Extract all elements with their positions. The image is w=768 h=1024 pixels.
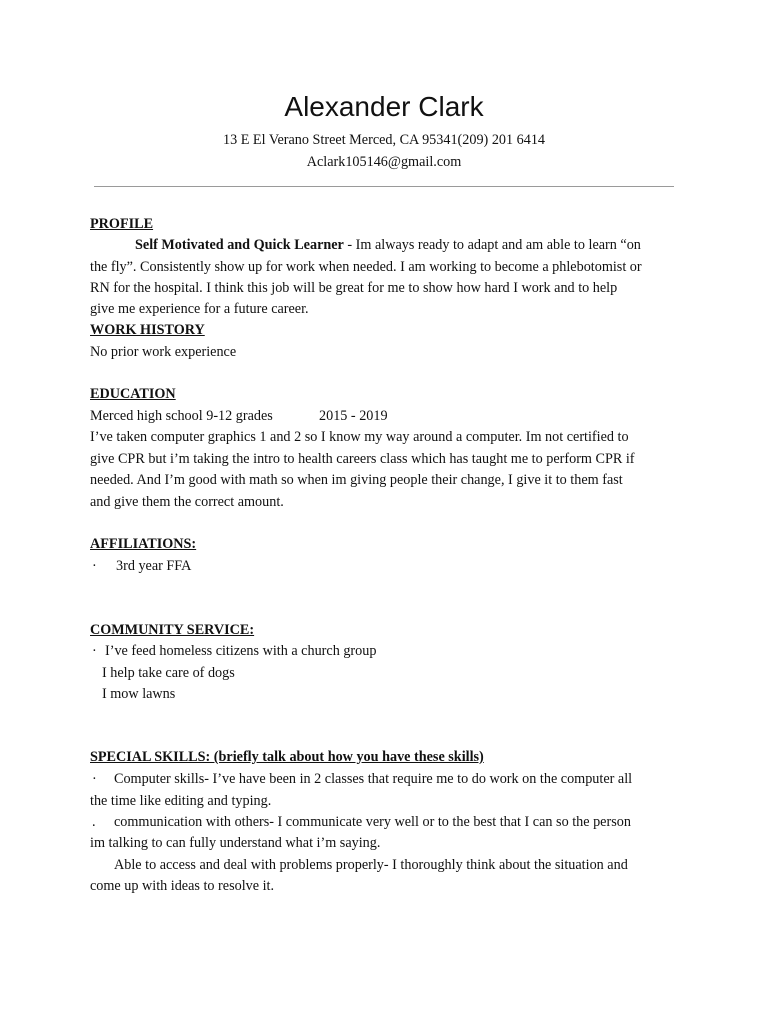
work-history-heading: WORK HISTORY (90, 322, 205, 338)
applicant-name: Alexander Clark (284, 91, 484, 122)
skill-2-bullet: . (92, 814, 96, 830)
work-history-text: No prior work experience (90, 344, 237, 360)
skill-1-bullet: · (92, 771, 97, 787)
affiliations-heading: AFFILIATIONS: (90, 536, 197, 552)
affiliations-bullet: · (92, 558, 97, 574)
skill-1-line-1: Computer skills- I’ve have been in 2 classes that require me to do work on the computer all (114, 771, 633, 787)
education-school: Merced high school 9-12 grades (90, 408, 273, 424)
profile-heading: PROFILE (90, 216, 154, 232)
community-item-1: I’ve feed homeless citizens with a church group (105, 643, 377, 659)
affiliation-item: 3rd year FFA (116, 558, 192, 574)
profile-line-1 (135, 237, 641, 254)
email: Aclark105146@gmail.com (306, 154, 462, 170)
education-line-1: I’ve taken computer graphics 1 and 2 so I know my way around a computer. Im not certified to (90, 429, 629, 445)
education-line-4: and give them the correct amount. (90, 494, 284, 510)
profile-line-2: the fly”. Consistently show up for work when needed. I am working to become a phlebotomist or (90, 259, 642, 275)
special-skills-heading: SPECIAL SKILLS: (briefly talk about how you have these skills) (90, 749, 484, 765)
profile-lead: Self Motivated and Quick Learner (135, 237, 344, 253)
skill-2-line-2: im talking to can fully understand what i’m saying. (90, 835, 381, 851)
community-bullet: · (92, 643, 97, 659)
community-item-3: I mow lawns (102, 686, 176, 702)
education-line-2: give CPR but i’m taking the intro to health careers class which has taught me to perform CPR if (90, 451, 635, 467)
skill-3-line-2: come up with ideas to resolve it. (90, 878, 275, 894)
profile-line-3: RN for the hospital. I think this job will be great for me to show how hard I work and to help (90, 280, 618, 296)
education-line-3: needed. And I’m good with math so when im giving people their change, I give it to them fast (90, 472, 623, 488)
skill-3-line-1: Able to access and deal with problems properly- I thoroughly think about the situation and (114, 857, 628, 873)
education-years: 2015 - 2019 (319, 408, 388, 424)
community-item-2: I help take care of dogs (102, 665, 235, 681)
education-heading: EDUCATION (90, 386, 176, 402)
address-phone: 13 E El Verano Street Merced, CA 95341(209) 201 6414 (222, 132, 546, 148)
skill-2-line-1: communication with others- I communicate very well or to the best that I can so the person (114, 814, 631, 830)
profile-line-1-rest: - Im always ready to adapt and am able to learn “on (343, 237, 641, 253)
skill-1-line-2: the time like editing and typing. (90, 793, 272, 809)
community-service-heading: COMMUNITY SERVICE: (90, 622, 255, 638)
profile-line-4: give me experience for a future career. (90, 301, 309, 317)
header-divider (94, 186, 674, 187)
